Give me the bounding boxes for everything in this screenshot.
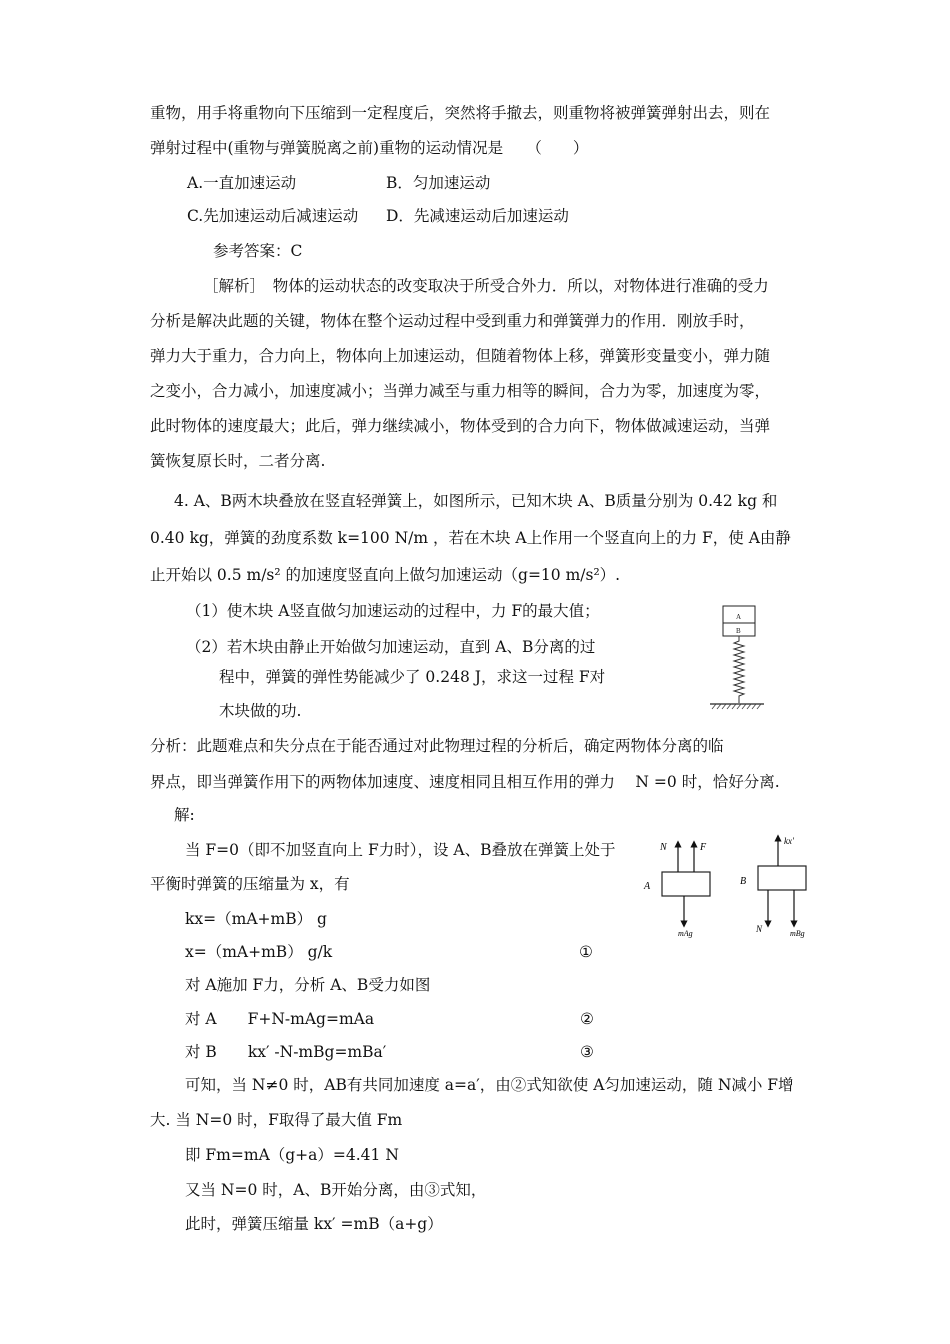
text-line: 簧恢复原长时，二者分离. <box>150 452 326 470</box>
equation: 对 A F+N-mAg=mAa <box>185 1010 375 1028</box>
text-line: 又当 N=0 时，A、B开始分离，由③式知， <box>185 1181 487 1199</box>
force-n-label: N <box>756 924 763 934</box>
text-line: 弹力大于重力，合力向上，物体向上加速运动，但随着物体上移，弹簧形变量变小，弹力随 <box>150 347 771 365</box>
equation: x=（mA+mB） g/k <box>185 943 333 961</box>
equation: kx=（mA+mB） g <box>185 910 327 928</box>
text-line: 当 F=0（即不加竖直向上 F力时），设 A、B叠放在弹簧上处于 <box>185 841 616 859</box>
block-a-label: A <box>736 613 742 621</box>
block-b <box>758 866 806 890</box>
text-line: 平衡时弹簧的压缩量为 x，有 <box>150 875 350 893</box>
spring-coil <box>734 636 744 703</box>
subquestion-1: （1）使木块 A竖直做匀加速运动的过程中，力 F的最大值； <box>186 602 600 620</box>
option-d: D．先减速运动后加速运动 <box>386 207 569 225</box>
question-4: 4. A、B两木块叠放在竖直轻弹簧上，如图所示，已知木块 A、B质量分别为 0.42 kg 和 <box>174 492 778 510</box>
solution-label: 解: <box>174 806 195 824</box>
text-line: 程中，弹簧的弹性势能减少了 0.248 J，求这一过程 F对 <box>219 668 606 686</box>
block-a <box>662 872 710 896</box>
spring-figure <box>706 600 768 715</box>
equation: 即 Fm=mA（g+a）=4.41 N <box>185 1146 399 1164</box>
force-diagram-b <box>736 832 818 940</box>
force-f-label: F <box>700 842 707 853</box>
body-a-label: A <box>644 881 651 892</box>
text-line: 此时物体的速度最大；此后，弹力继续减小，物体受到的合力向下，物体做减速运动，当弹 <box>150 417 771 435</box>
force-n-label: N <box>660 842 667 853</box>
weight-label: mAg <box>678 929 693 938</box>
answer: 参考答案：C <box>213 242 303 260</box>
text-line: 大. 当 N=0 时，F取得了最大值 Fm <box>150 1111 403 1129</box>
text-line: 0.40 kg，弹簧的劲度系数 k=100 N/m ，若在木块 A上作用一个竖直向上的力 F，使 A由静 <box>150 529 791 547</box>
equation-number: ② <box>580 1010 594 1028</box>
text-line: 分析是解决此题的关键，物体在整个运动过程中受到重力和弹簧弹力的作用．刚放手时， <box>150 312 755 330</box>
block-b-label: B <box>736 627 741 635</box>
equation-number: ③ <box>580 1043 594 1061</box>
text-line: 此时，弹簧压缩量 kx′ =mB（a+g） <box>185 1215 443 1233</box>
equation: 对 B kx′ -N-mBg=mBa′ <box>185 1043 387 1061</box>
text-line: ［解析］ 物体的运动状态的改变取决于所受合外力．所以，对物体进行准确的受力 <box>203 277 769 295</box>
force-diagram-a <box>640 832 730 940</box>
text-line: 之变小，合力减小，加速度减小；当弹力减至与重力相等的瞬间，合力为零，加速度为零， <box>150 382 771 400</box>
equation-number: ① <box>579 943 593 961</box>
text-line: 重物，用手将重物向下压缩到一定程度后，突然将手撤去，则重物将被弹簧弹射出去，则在 <box>150 104 771 122</box>
text-line: 木块做的功. <box>219 702 302 720</box>
ground-hatch <box>712 704 761 709</box>
option-b: B．匀加速运动 <box>386 174 491 192</box>
body-b-label: B <box>740 876 747 887</box>
subquestion-2: （2）若木块由静止开始做匀加速运动，直到 A、B分离的过 <box>186 638 596 656</box>
text-line: 弹射过程中(重物与弹簧脱离之前)重物的运动情况是 （ ） <box>150 139 589 157</box>
option-c: C.先加速运动后减速运动 <box>187 207 359 225</box>
text-line: 界点，即当弹簧作用下的两物体加速度、速度相同且相互作用的弹力 N =0 时，恰好分离. <box>150 773 780 791</box>
option-a: A.一直加速运动 <box>187 174 297 192</box>
spring-force-label: kx′ <box>784 836 794 846</box>
text-line: 止开始以 0.5 m/s² 的加速度竖直向上做匀加速运动（g=10 m/s²）. <box>150 566 621 584</box>
text-line: 可知，当 N≠0 时，AB有共同加速度 a=a′，由②式知欲使 A匀加速运动，随 N减小 F增 <box>185 1076 794 1094</box>
analysis: 分析：此题难点和失分点在于能否通过对此物理过程的分析后，确定两物体分离的临 <box>150 737 724 755</box>
weight-label: mBg <box>790 929 805 938</box>
text-line: 对 A施加 F力，分析 A、B受力如图 <box>185 976 431 994</box>
